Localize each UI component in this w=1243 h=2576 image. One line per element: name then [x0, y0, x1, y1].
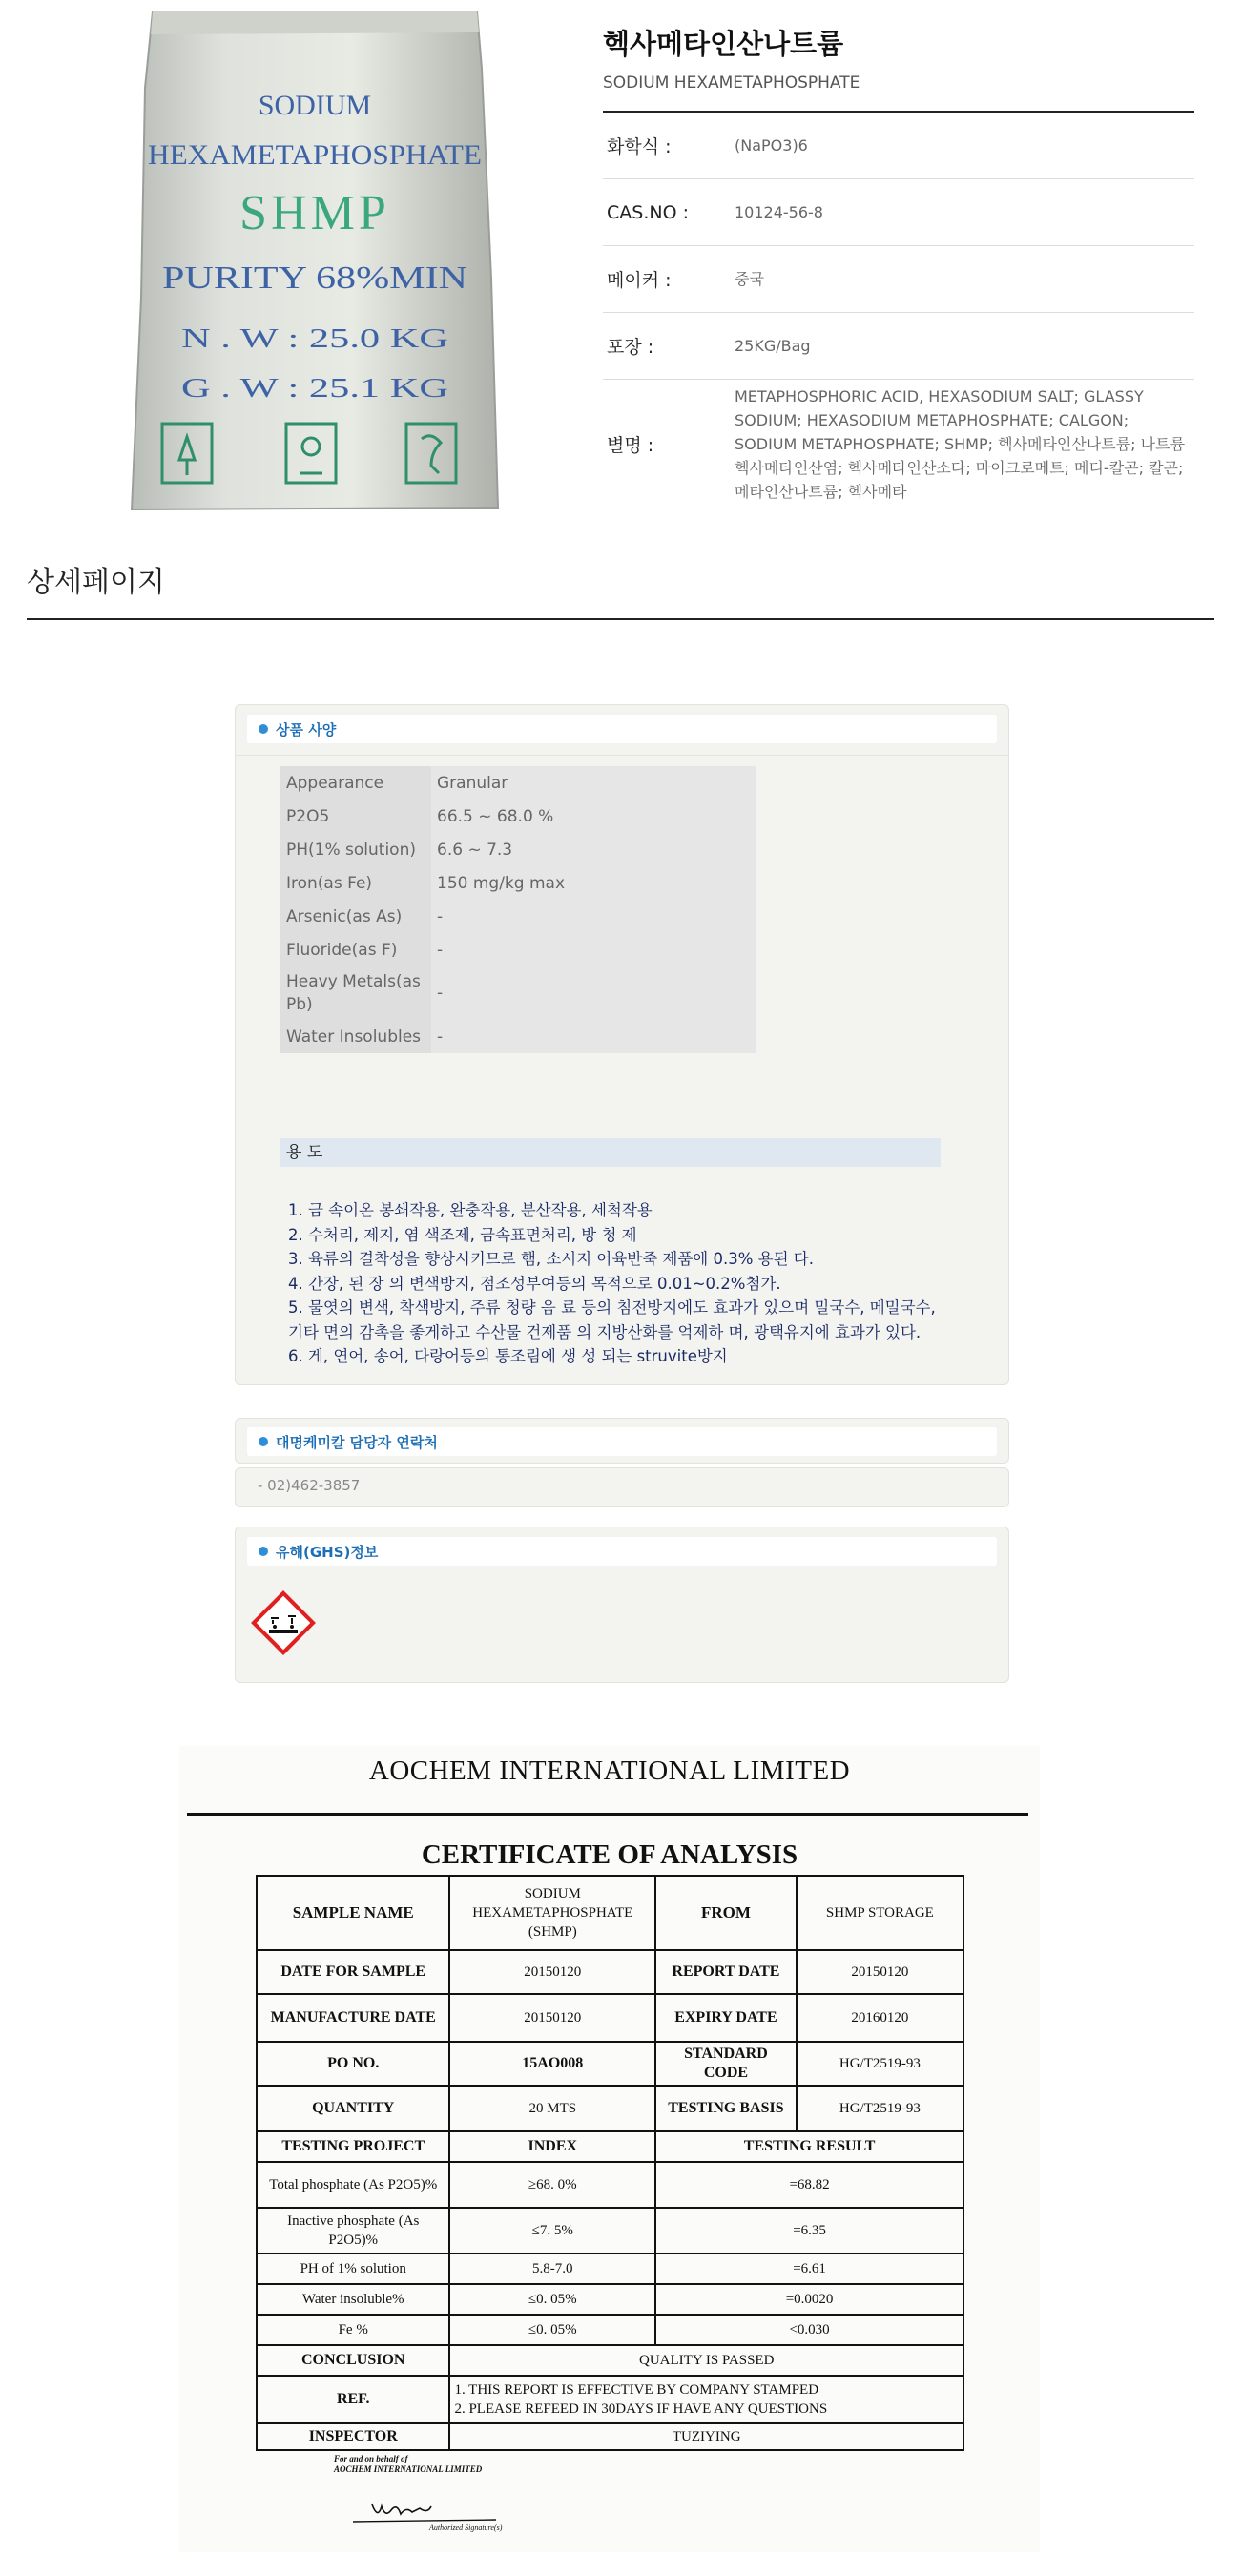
- contact-phone: - 02)462-3857: [258, 1477, 361, 1494]
- spec-table: [280, 766, 756, 1053]
- product-bag-image: [124, 11, 506, 517]
- spec-value: 66.5 ~ 68.0 %: [437, 806, 554, 826]
- spec-row: [280, 933, 756, 966]
- cert-test-index: ≥68. 0%: [449, 2162, 655, 2208]
- use-heading: 용 도: [280, 1138, 941, 1167]
- spec-row: [280, 766, 756, 800]
- cert-row: [257, 2315, 963, 2345]
- cert-test-project: Total phosphate (As P2O5)%: [257, 2162, 449, 2208]
- detail-divider: [27, 618, 1214, 620]
- info-label: 포장 :: [607, 337, 654, 358]
- use-item: 4. 간장, 된 장 의 변색방지, 점조성부여등의 목적으로 0.01~0.2%첨가.: [288, 1274, 781, 1293]
- bag-line1: SODIUM: [258, 90, 372, 121]
- cert-row: [257, 2162, 963, 2208]
- cert-value: HG/T2519-93: [797, 2042, 963, 2086]
- cert-label: CONCLUSION: [257, 2345, 449, 2376]
- certificate-of-analysis: [179, 1746, 1040, 2552]
- info-value: (NaPO3)6: [735, 136, 808, 155]
- spec-key: Heavy Metals(as Pb): [280, 966, 431, 1020]
- use-item: 1. 금 속이온 봉쇄작용, 완충작용, 분산작용, 세척작용: [288, 1201, 653, 1219]
- cert-test-project: PH of 1% solution: [257, 2254, 449, 2284]
- spec-key: Appearance: [280, 766, 431, 800]
- cert-test-result: =6.35: [655, 2208, 963, 2254]
- cert-row: [257, 1994, 963, 2042]
- bag-line3: SHMP: [239, 186, 390, 240]
- spec-value: -: [437, 984, 444, 1003]
- info-label: CAS.NO :: [607, 201, 689, 223]
- info-row-maker: [603, 246, 1194, 313]
- cert-label: FROM: [655, 1876, 797, 1950]
- cert-row: [257, 2086, 963, 2131]
- cert-sign-line: For and on behalf of: [334, 2454, 408, 2463]
- spec-key: PH(1% solution): [280, 833, 431, 866]
- cert-row: [257, 2042, 963, 2086]
- cert-value: TUZIYING: [449, 2423, 963, 2450]
- info-row-formula: [603, 113, 1194, 179]
- spec-key: Fluoride(as F): [280, 933, 431, 966]
- cert-value: HG/T2519-93: [797, 2086, 963, 2131]
- cert-sign-caption: Authorized Signature(s): [429, 2524, 503, 2532]
- cert-test-index: ≤0. 05%: [449, 2284, 655, 2315]
- cert-label: REPORT DATE: [655, 1950, 797, 1994]
- contact-heading: 대명케미칼 담당자 연락처: [276, 1433, 438, 1451]
- spec-row: [280, 833, 756, 866]
- info-value: 중국: [735, 270, 764, 288]
- spec-heading: 상품 사양: [276, 720, 337, 738]
- cert-test-result: <0.030: [655, 2315, 963, 2345]
- spec-value: -: [437, 906, 444, 926]
- spec-value: -: [437, 1027, 444, 1047]
- spec-row: [280, 966, 756, 1020]
- cert-value: 20150120: [797, 1950, 963, 1994]
- cert-value: 20 MTS: [449, 2086, 655, 2131]
- cert-test-result: =6.61: [655, 2254, 963, 2284]
- cert-row: [257, 2254, 963, 2284]
- cert-test-result: =0.0020: [655, 2284, 963, 2315]
- info-label: 별명 :: [607, 435, 654, 456]
- bullet-icon: [259, 1547, 268, 1556]
- spec-key: P2O5: [280, 800, 431, 833]
- product-info: [603, 21, 1194, 509]
- use-item: 6. 게, 연어, 송어, 다랑어등의 통조림에 생 성 되는 struvite방지: [288, 1347, 728, 1365]
- cert-row: [257, 1950, 963, 1994]
- cert-label: DATE FOR SAMPLE: [257, 1950, 449, 1994]
- cert-test-index: ≤7. 5%: [449, 2208, 655, 2254]
- bullet-icon: [259, 1437, 268, 1446]
- detail-page-title: 상세페이지: [27, 566, 165, 599]
- cert-test-index: ≤0. 05%: [449, 2315, 655, 2345]
- cert-row: [257, 1876, 963, 1950]
- info-row-aliases: [603, 380, 1194, 509]
- cert-test-project: Water insoluble%: [257, 2284, 449, 2315]
- bag-line6: G . W : 25.1 KG: [181, 374, 448, 404]
- info-value: 25KG/Bag: [735, 337, 811, 355]
- cert-test-index: 5.8-7.0: [449, 2254, 655, 2284]
- cert-sign-block: [334, 2454, 482, 2475]
- info-value: METAPHOSPHORIC ACID, HEXASODIUM SALT; GLASSY SODIUM; HEXASODIUM METAPHOSPHATE; CALGON; SODIUM METAPHOSPHATE; SHMP; 헥사메타인산나트륨; 나트륨헥사메타인산염; 헥사메타인산소다; 마이크로메트; 메디-칼곤; 칼곤; 메타인산나트륨; 헥사메타: [735, 387, 1186, 501]
- cert-row: [257, 2423, 963, 2450]
- cert-value: 20150120: [449, 1994, 655, 2042]
- cert-row: [257, 2208, 963, 2254]
- cert-ref: [449, 2376, 963, 2423]
- use-item: 5. 물엿의 변색, 착색방지, 주류 청량 음 료 등의 침전방지에도 효과가 있으며 밀국수, 메밀국수,: [288, 1298, 936, 1317]
- cert-value: SHMP STORAGE: [797, 1876, 963, 1950]
- info-label: 메이커 :: [607, 270, 672, 291]
- cert-row: [257, 2376, 963, 2423]
- cert-row: [257, 2345, 963, 2376]
- spec-row: [280, 900, 756, 933]
- cert-sign-line: AOCHEM INTERNATIONAL LIMITED: [334, 2464, 483, 2474]
- bag-line4: PURITY 68%MIN: [162, 260, 467, 296]
- spec-row: [280, 1020, 756, 1053]
- cert-value: SODIUM HEXAMETAPHOSPHATE (SHMP): [449, 1876, 655, 1950]
- cert-label: PO NO.: [257, 2042, 449, 2086]
- corrosion-icon: [250, 1589, 317, 1656]
- cert-label: MANUFACTURE DATE: [257, 1994, 449, 2042]
- cert-test-project: Inactive phosphate (As P2O5)%: [257, 2208, 449, 2254]
- cert-label: TESTING RESULT: [655, 2131, 963, 2162]
- cert-title: CERTIFICATE OF ANALYSIS: [421, 1839, 798, 1870]
- use-item: 3. 육류의 결착성을 향상시키므로 햄, 소시지 어육반죽 제품에 0.3% 용된 다.: [288, 1250, 814, 1268]
- product-title: 헥사메타인산나트륨: [603, 28, 844, 60]
- cert-value: QUALITY IS PASSED: [449, 2345, 963, 2376]
- cert-label: INDEX: [449, 2131, 655, 2162]
- bag-line2: HEXAMETAPHOSPHATE: [148, 139, 483, 171]
- ghs-box: [235, 1527, 1009, 1683]
- spec-key: Water Insolubles: [280, 1020, 431, 1053]
- bullet-icon: [259, 724, 268, 734]
- cert-label: TESTING BASIS: [655, 2086, 797, 2131]
- cert-row: [257, 2131, 963, 2162]
- cert-label: REF.: [257, 2376, 449, 2423]
- cert-label: QUANTITY: [257, 2086, 449, 2131]
- bag-line5: N . W : 25.0 KG: [181, 324, 448, 354]
- cert-test-project: Fe %: [257, 2315, 449, 2345]
- cert-ref-line: 2. PLEASE REFEED IN 30DAYS IF HAVE ANY QUESTIONS: [454, 2401, 828, 2417]
- cert-value: 20160120: [797, 1994, 963, 2042]
- spec-row: [280, 800, 756, 833]
- spec-row: [280, 866, 756, 900]
- spec-value: Granular: [437, 773, 508, 793]
- cert-label: SAMPLE NAME: [257, 1876, 449, 1950]
- cert-label: STANDARD CODE: [655, 2042, 797, 2086]
- info-label: 화학식 :: [607, 136, 672, 157]
- product-subtitle: SODIUM HEXAMETAPHOSPHATE: [603, 73, 860, 93]
- cert-divider: [187, 1813, 1028, 1816]
- cert-label: INSPECTOR: [257, 2423, 449, 2450]
- spec-box-header: [247, 715, 997, 743]
- info-row-packing: [603, 313, 1194, 380]
- cert-value: 15AO008: [449, 2042, 655, 2086]
- info-row-cas: [603, 179, 1194, 246]
- cert-label: EXPIRY DATE: [655, 1994, 797, 2042]
- spec-value: -: [437, 940, 444, 960]
- cert-company: AOCHEM INTERNATIONAL LIMITED: [368, 1755, 851, 1786]
- cert-row: [257, 2284, 963, 2315]
- info-value: 10124-56-8: [735, 203, 823, 221]
- use-list: [288, 1198, 956, 1369]
- spec-key: Iron(as Fe): [280, 866, 431, 900]
- use-item: 2. 수처리, 제지, 염 색조제, 금속표면처리, 방 청 제: [288, 1225, 637, 1244]
- ghs-heading: 유해(GHS)정보: [276, 1543, 379, 1561]
- cert-ref-line: 1. THIS REPORT IS EFFECTIVE BY COMPANY STAMPED: [454, 2382, 819, 2398]
- contact-box-header-wrap: [235, 1418, 1009, 1464]
- cert-value: 20150120: [449, 1950, 655, 1994]
- spec-value: 6.6 ~ 7.3: [437, 840, 513, 860]
- ghs-box-header: [247, 1537, 997, 1566]
- cert-table: [256, 1875, 964, 2451]
- spec-value: 150 mg/kg max: [437, 873, 566, 893]
- contact-box-header: [247, 1427, 997, 1456]
- use-item: 기타 면의 감촉을 좋게하고 수산물 건제품 의 지방산화를 억제하 며, 광택유지에 효과가 있다.: [288, 1322, 922, 1341]
- spec-box-body: [236, 755, 1008, 756]
- spec-key: Arsenic(as As): [280, 900, 431, 933]
- cert-test-result: =68.82: [655, 2162, 963, 2208]
- cert-label: TESTING PROJECT: [257, 2131, 449, 2162]
